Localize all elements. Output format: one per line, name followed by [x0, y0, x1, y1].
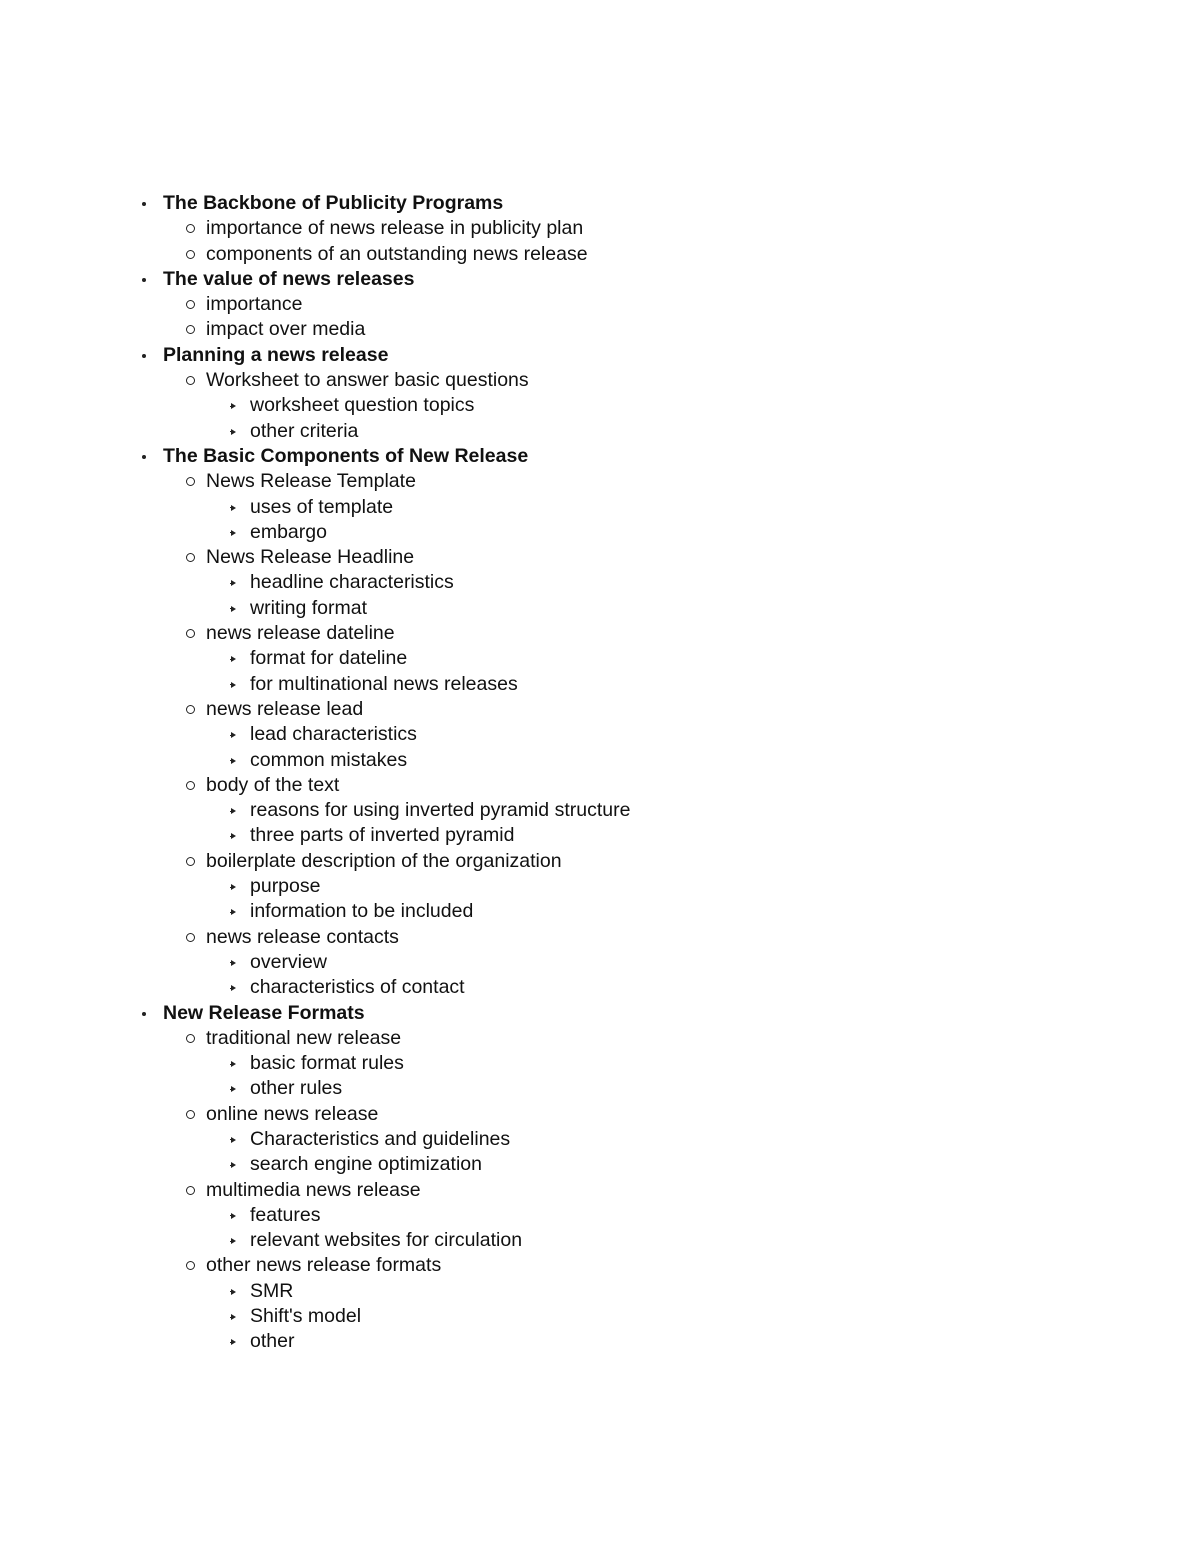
outline-detail-item: [0, 393, 1200, 418]
outline-item-text: Worksheet to answer basic questions: [206, 369, 529, 392]
outline-item-text: The value of news releases: [163, 267, 415, 290]
outline-detail-item: [0, 1304, 1200, 1329]
outline-item-text: SMR: [250, 1279, 294, 1302]
bullet-circle-icon: [185, 697, 199, 722]
outline-item-text: reasons for using inverted pyramid structure: [250, 799, 631, 822]
outline-item-text: News Release Template: [206, 470, 416, 493]
bullet-circle-icon: [185, 773, 199, 798]
outline-detail-item: [0, 1051, 1200, 1076]
outline-item-text: other criteria: [250, 419, 359, 442]
bullet-arrow-icon: [229, 570, 241, 595]
outline-subitem: [0, 292, 1200, 317]
bullet-dot-icon: [140, 1001, 152, 1026]
outline-detail-item: [0, 975, 1200, 1000]
outline-item-text: other news release formats: [206, 1254, 442, 1277]
bullet-arrow-icon: [229, 899, 241, 924]
outline-subitem: [0, 469, 1200, 494]
outline-item-text: news release contacts: [206, 925, 399, 948]
outline-item-text: Characteristics and guidelines: [250, 1127, 511, 1150]
outline-item-text: New Release Formats: [163, 1001, 365, 1024]
outline-item-text: News Release Headline: [206, 546, 415, 569]
outline-detail-item: [0, 1152, 1200, 1177]
outline-item-text: overview: [250, 950, 327, 973]
bullet-circle-icon: [185, 317, 199, 342]
bullet-arrow-icon: [229, 975, 241, 1000]
outline-item-text: basic format rules: [250, 1052, 404, 1075]
outline-detail-item: [0, 798, 1200, 823]
outline-subitem: [0, 317, 1200, 342]
bullet-circle-icon: [185, 216, 199, 241]
outline-detail-item: [0, 1329, 1200, 1354]
outline-subitem: [0, 1102, 1200, 1127]
outline-heading: [0, 267, 1200, 292]
bullet-circle-icon: [185, 621, 199, 646]
bullet-arrow-icon: [229, 823, 241, 848]
bullet-circle-icon: [185, 1102, 199, 1127]
outline-heading: [0, 343, 1200, 368]
bullet-arrow-icon: [229, 1279, 241, 1304]
bullet-arrow-icon: [229, 1304, 241, 1329]
bullet-circle-icon: [185, 545, 199, 570]
outline-item-text: relevant websites for circulation: [250, 1229, 523, 1252]
bullet-dot-icon: [140, 444, 152, 469]
outline-item-text: features: [250, 1203, 321, 1226]
outline-subitem: [0, 216, 1200, 241]
bullet-arrow-icon: [229, 874, 241, 899]
outline-item-text: purpose: [250, 875, 321, 898]
outline-item-text: boilerplate description of the organization: [206, 849, 562, 872]
outline-item-text: other: [250, 1330, 295, 1353]
bullet-circle-icon: [185, 242, 199, 267]
outline-subitem: [0, 1178, 1200, 1203]
outline-detail-item: [0, 596, 1200, 621]
outline-item-text: news release dateline: [206, 622, 395, 645]
bullet-arrow-icon: [229, 798, 241, 823]
outline-heading: [0, 191, 1200, 216]
outline-subitem: [0, 621, 1200, 646]
outline-detail-item: [0, 823, 1200, 848]
outline-item-text: Planning a news release: [163, 343, 389, 366]
outline-item-text: format for dateline: [250, 647, 408, 670]
outline-detail-item: [0, 1076, 1200, 1101]
bullet-circle-icon: [185, 1026, 199, 1051]
bullet-circle-icon: [185, 849, 199, 874]
outline-detail-item: [0, 419, 1200, 444]
outline-heading: [0, 1001, 1200, 1026]
outline-detail-item: [0, 748, 1200, 773]
bullet-arrow-icon: [229, 520, 241, 545]
outline-subitem: [0, 1253, 1200, 1278]
outline-item-text: Shift's model: [250, 1305, 362, 1328]
outline-detail-item: [0, 1279, 1200, 1304]
outline-item-text: importance of news release in publicity plan: [206, 217, 584, 240]
outline-detail-item: [0, 570, 1200, 595]
bullet-circle-icon: [185, 1253, 199, 1278]
outline-item-text: writing format: [250, 596, 368, 619]
bullet-dot-icon: [140, 191, 152, 216]
bullet-arrow-icon: [229, 495, 241, 520]
outline-item-text: The Basic Components of New Release: [163, 444, 529, 467]
bullet-arrow-icon: [229, 419, 241, 444]
outline-item-text: The Backbone of Publicity Programs: [163, 192, 504, 214]
bullet-arrow-icon: [229, 1051, 241, 1076]
bullet-arrow-icon: [229, 1203, 241, 1228]
bullet-arrow-icon: [229, 646, 241, 671]
bullet-dot-icon: [140, 267, 152, 292]
bullet-arrow-icon: [229, 1076, 241, 1101]
outline-item-text: worksheet question topics: [250, 394, 475, 417]
bullet-circle-icon: [185, 925, 199, 950]
outline-item-text: characteristics of contact: [250, 976, 465, 999]
outline-item-text: embargo: [250, 520, 327, 543]
outline-detail-item: [0, 672, 1200, 697]
outline-subitem: [0, 925, 1200, 950]
outline-subitem: [0, 368, 1200, 393]
bullet-arrow-icon: [229, 1127, 241, 1152]
bullet-dot-icon: [140, 343, 152, 368]
outline-subitem: [0, 242, 1200, 267]
bullet-arrow-icon: [229, 1329, 241, 1354]
outline-item-text: impact over media: [206, 318, 366, 341]
outline-item-text: uses of template: [250, 495, 394, 518]
bullet-circle-icon: [185, 292, 199, 317]
outline-detail-item: [0, 1127, 1200, 1152]
bullet-arrow-icon: [229, 672, 241, 697]
outline-item-text: information to be included: [250, 900, 474, 923]
bullet-circle-icon: [185, 469, 199, 494]
outline-subitem: [0, 773, 1200, 798]
document-outline: [0, 191, 1200, 1355]
outline-subitem: [0, 697, 1200, 722]
outline-item-text: other rules: [250, 1077, 343, 1100]
outline-detail-item: [0, 646, 1200, 671]
outline-item-text: importance: [206, 293, 303, 316]
bullet-arrow-icon: [229, 596, 241, 621]
outline-subitem: [0, 545, 1200, 570]
outline-detail-item: [0, 1203, 1200, 1228]
outline-detail-item: [0, 950, 1200, 975]
outline-item-text: for multinational news releases: [250, 672, 518, 695]
bullet-arrow-icon: [229, 722, 241, 747]
bullet-arrow-icon: [229, 748, 241, 773]
outline-item-text: common mistakes: [250, 748, 408, 771]
outline-detail-item: [0, 1228, 1200, 1253]
bullet-arrow-icon: [229, 393, 241, 418]
outline-detail-item: [0, 899, 1200, 924]
outline-item-text: lead characteristics: [250, 723, 417, 746]
outline-subitem: [0, 1026, 1200, 1051]
outline-item-text: headline characteristics: [250, 571, 454, 594]
outline-item-text: traditional new release: [206, 1026, 402, 1049]
outline-item-text: three parts of inverted pyramid: [250, 824, 515, 847]
outline-item-text: news release lead: [206, 697, 364, 720]
outline-detail-item: [0, 874, 1200, 899]
outline-item-text: multimedia news release: [206, 1178, 421, 1201]
outline-item-text: components of an outstanding news release: [206, 242, 588, 265]
bullet-arrow-icon: [229, 1228, 241, 1253]
outline-heading: [0, 444, 1200, 469]
outline-detail-item: [0, 520, 1200, 545]
bullet-circle-icon: [185, 368, 199, 393]
outline-item-text: body of the text: [206, 773, 340, 796]
outline-detail-item: [0, 722, 1200, 747]
outline-detail-item: [0, 495, 1200, 520]
bullet-circle-icon: [185, 1178, 199, 1203]
bullet-arrow-icon: [229, 950, 241, 975]
outline-item-text: search engine optimization: [250, 1153, 482, 1176]
outline-item-text: online news release: [206, 1102, 379, 1125]
outline-subitem: [0, 849, 1200, 874]
bullet-arrow-icon: [229, 1152, 241, 1177]
